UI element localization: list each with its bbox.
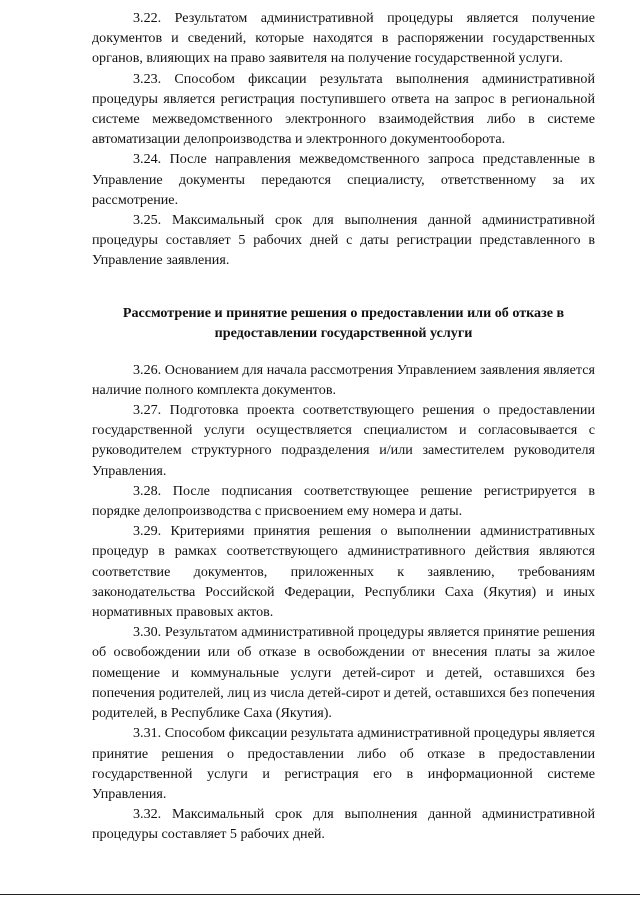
paragraph-3-22: 3.22. Результатом административной процедуры является получение документов и сведений, которые находятся в распоряжении государственных органов, влияющих на право заявителя на получение государственной услуги. [92, 10, 595, 67]
document-body [92, 8, 595, 845]
paragraph-3-29: 3.29. Критериями принятия решения о выполнении административных процедур в рамках соответствующего административного действия являются соответствие документов, приложенных к заявлению, требованиям законодательства Российской Федерации, Республики Саха (Якутия) и иных нормативных правовых актов. [92, 523, 595, 621]
section-title: Рассмотрение и принятие решения о предоставлении или об отказе в предоставлении государственной услуги [122, 304, 565, 342]
paragraph-3-23: 3.23. Способом фиксации результата выполнения административной процедуры является регистрация поступившего ответа на запрос в региональной системе межведомственного электронного взаимодействия либо в системе автоматизации делопроизводства и электронного документооборота. [92, 70, 595, 148]
paragraph-3-28: 3.28. После подписания соответствующее решение регистрируется в порядке делопроизводства с присвоением ему номера и даты. [92, 482, 595, 520]
paragraph-3-26: 3.26. Основанием для начала рассмотрения Управлением заявления является наличие полного комплекта документов. [92, 361, 595, 398]
paragraph-3-25: 3.25. Максимальный срок для выполнения данной административной процедуры составляет 5 рабочих дней с даты регистрации представленного в Управление заявления. [92, 212, 595, 269]
paragraph-3-24: 3.24. После направления межведомственного запроса представленные в Управление документы передаются специалисту, ответственному за их рассмотрение. [92, 151, 595, 208]
paragraph-3-32: 3.32. Максимальный срок для выполнения данной административной процедуры составляет 5 рабочих дней. [92, 806, 595, 843]
paragraph-3-27: 3.27. Подготовка проекта соответствующего решения о предоставлении государственной услуги осуществляется специалистом и согласовывается с руководителем структурного подразделения и/или заместителем руководителя Управления. [92, 402, 595, 479]
paragraph-3-31: 3.31. Способом фиксации результата административной процедуры является принятие решения о предоставлении либо об отказе в предоставлении государственной услуги и регистрация его в информационной системе Управления. [92, 725, 595, 802]
page-bottom-divider [0, 894, 640, 895]
paragraph-3-30: 3.30. Результатом административной процедуры является принятие решения об освобождении или об отказе в освобождении от внесения платы за жилое помещение и коммунальные услуги детей-сирот и детей, оставшихся без попечения родителей, лиц из числа детей-сирот и детей, оставшихся без попечения родителей, в Республике Саха (Якутия). [92, 624, 595, 722]
